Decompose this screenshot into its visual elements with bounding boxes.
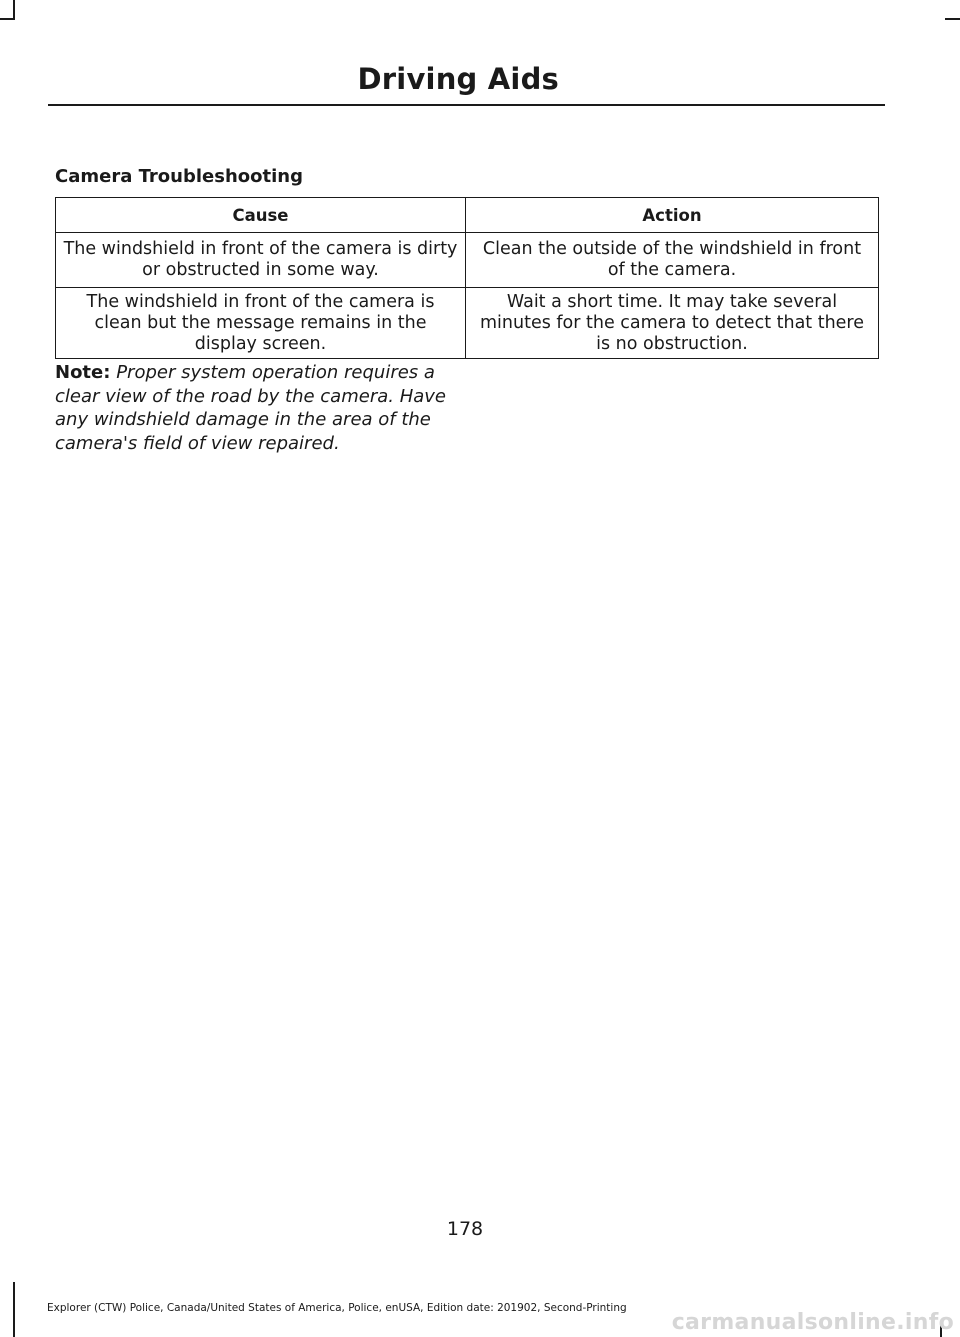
- page-header-title: Driving Aids: [357, 62, 559, 96]
- column-header-cause: Cause: [56, 198, 466, 233]
- cause-cell: The windshield in front of the camera is clean but the message remains in the display screen.: [56, 288, 466, 359]
- page-number: 178: [446, 1218, 484, 1240]
- column-header-action: Action: [466, 198, 879, 233]
- note-paragraph: [55, 361, 455, 455]
- crop-mark-top-left-v: [13, 0, 15, 20]
- watermark-text: carmanualsonline.info: [671, 1310, 954, 1335]
- crop-mark-top-right-h: [945, 18, 960, 20]
- header-rule: [48, 104, 885, 106]
- action-cell: Clean the outside of the windshield in front of the camera.: [466, 233, 879, 288]
- footer-edition-text: Explorer (CTW) Police, Canada/United States of America, Police, enUSA, Edition date: 201902, Second-Printing: [47, 1302, 627, 1314]
- table-row: [56, 288, 879, 359]
- cause-cell: The windshield in front of the camera is dirty or obstructed in some way.: [56, 233, 466, 288]
- section-title: Camera Troubleshooting: [55, 166, 303, 187]
- crop-mark-top-left-h: [0, 18, 15, 20]
- note-label: Note:: [55, 362, 111, 383]
- table-row: [56, 233, 879, 288]
- crop-mark-bottom-left-v: [13, 1282, 15, 1337]
- troubleshooting-table: [55, 197, 879, 359]
- action-cell: Wait a short time. It may take several minutes for the camera to detect that there is no obstruction.: [466, 288, 879, 359]
- note-text: Proper system operation requires a clear view of the road by the camera. Have any windshield damage in the area of the camera's field of view repaired.: [55, 362, 446, 454]
